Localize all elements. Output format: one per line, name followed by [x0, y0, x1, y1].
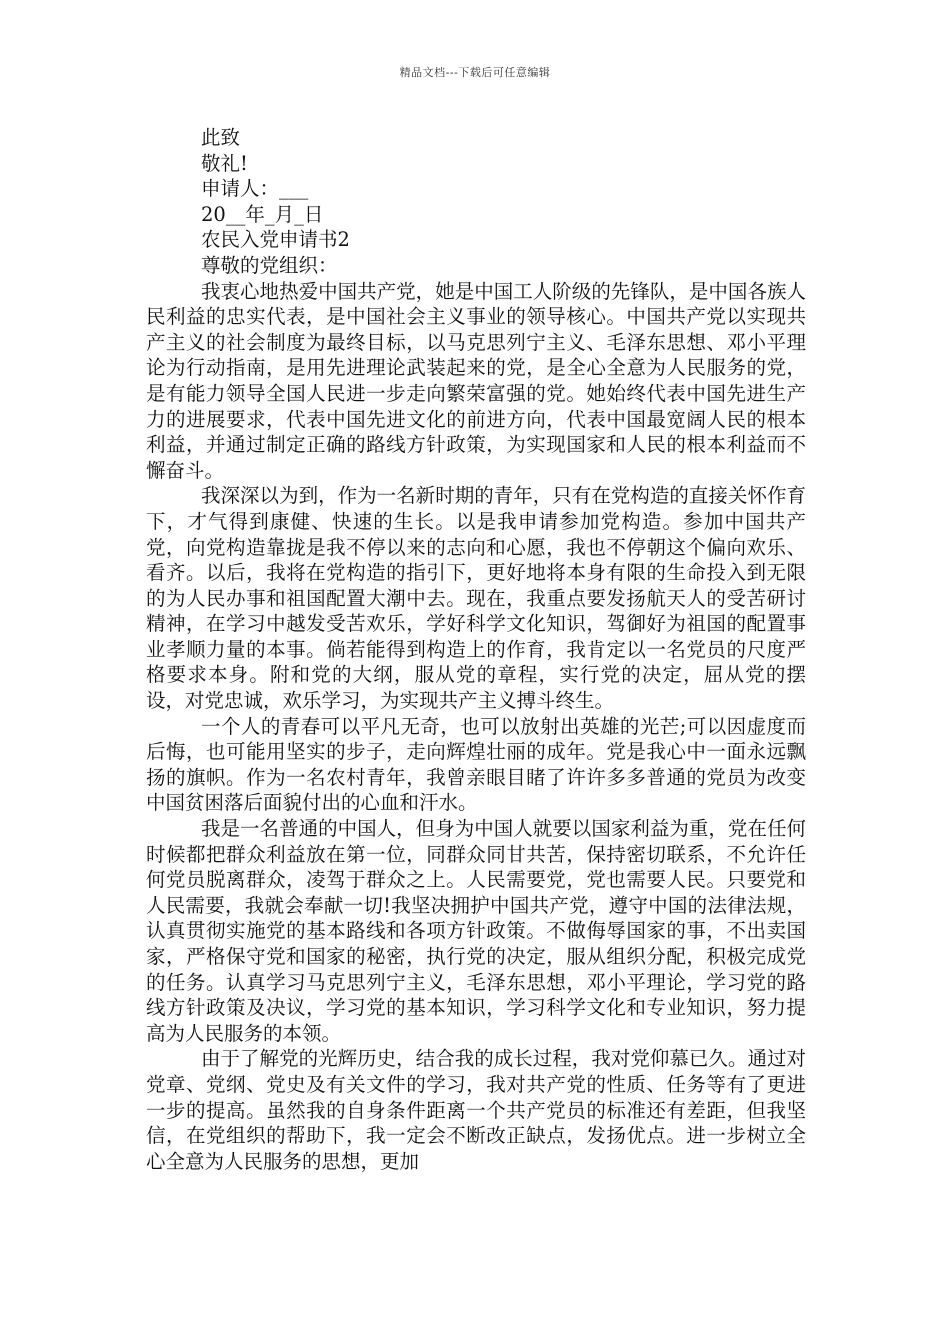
salutation: 尊敬的党组织： — [201, 253, 338, 277]
closing-line-2: 敬礼! — [201, 151, 248, 175]
paragraph: 一个人的青春可以平凡无奇，也可以放射出英雄的光芒;可以因虚度而后悔，也可能用坚实的步子，走向辉煌壮丽的成年。党是我心中一面永远飘扬的旗帜。作为一名农村青年，我曾亲眼目睹了许许多多普通的党员为改变中国贫困落后面貌付出的心血和汗水。 — [146, 714, 806, 815]
document-title: 农民入党申请书2 — [201, 228, 350, 252]
document-body — [146, 125, 806, 1174]
date-line: 20__年_月_日 — [201, 202, 324, 226]
paragraph: 由于了解党的光辉历史，结合我的成长过程，我对党仰慕已久。通过对党章、党纲、党史及有关文件的学习，我对共产党的性质、任务等有了更进一步的提高。虽然我的自身条件距离一个共产党员的标准还有差距，但我坚信，在党组织的帮助下，我一定会不断改正缺点，发扬优点。进一步树立全心全意为人民服务的思想，更加 — [146, 1047, 806, 1173]
paragraph: 我是一名普通的中国人，但身为中国人就要以国家利益为重，党在任何时候都把群众利益放在第一位，同群众同甘共苦，保持密切联系，不允许任何党员脱离群众，凌驾于群众之上。人民需要党，党也需要人民。只要党和人民需要，我就会奉献一切!我坚决拥护中国共产党，遵守中国的法律法规，认真贯彻实施党的基本路线和各项方针政策。不做侮辱国家的事，不出卖国家，严格保守党和国家的秘密，执行党的决定，服从组织分配，积极完成党的任务。认真学习马克思列宁主义，毛泽东思想，邓小平理论，学习党的路线方针政策及决议，学习党的基本知识，学习科学文化和专业知识，努力提高为人民服务的本领。 — [146, 817, 806, 1045]
paragraph: 我深深以为到，作为一名新时期的青年，只有在党构造的直接关怀作育下，才气得到康健、快速的生长。以是我申请参加党构造。参加中国共产党，向党构造靠拢是我不停以来的志向和心愿，我也不停朝这个偏向欢乐、看齐。以后，我将在党构造的指引下，更好地将本身有限的生命投入到无限的为人民办事和祖国配置大潮中去。现在，我重点要发扬航天人的受苦研讨精神，在学习中越发受苦欢乐，学好科学文化知识，驾御好为祖国的配置事业孝顺力量的本事。倘若能得到构造上的作育，我肯定以一名党员的尺度严格要求本身。附和党的大纲，服从党的章程，实行党的决定，屈从党的摆设，对党忠诚，欢乐学习，为实现共产主义搏斗终生。 — [146, 484, 806, 713]
applicant-line: 申请人：___ — [201, 177, 309, 201]
closing-line-1: 此致 — [201, 126, 241, 149]
page-header: 精品文档---下载后可任意编辑 — [399, 66, 551, 79]
paragraph: 我衷心地热爱中国共产党，她是中国工人阶级的先锋队，是中国各族人民利益的忠实代表，是中国社会主义事业的领导核心。中国共产党以实现共产主义的社会制度为最终目标，以马克思列宁主义、毛泽东思想、邓小平理论为行动指南，是用先进理论武装起来的党，是全心全意为人民服务的党，是有能力领导全国人民进一步走向繁荣富强的党。她始终代表中国先进生产力的进展要求，代表中国先进文化的前进方向，代表中国最宽阔人民的根本利益，并通过制定正确的路线方针政策，为实现国家和人民的根本利益而不懈奋斗。 — [146, 279, 806, 482]
